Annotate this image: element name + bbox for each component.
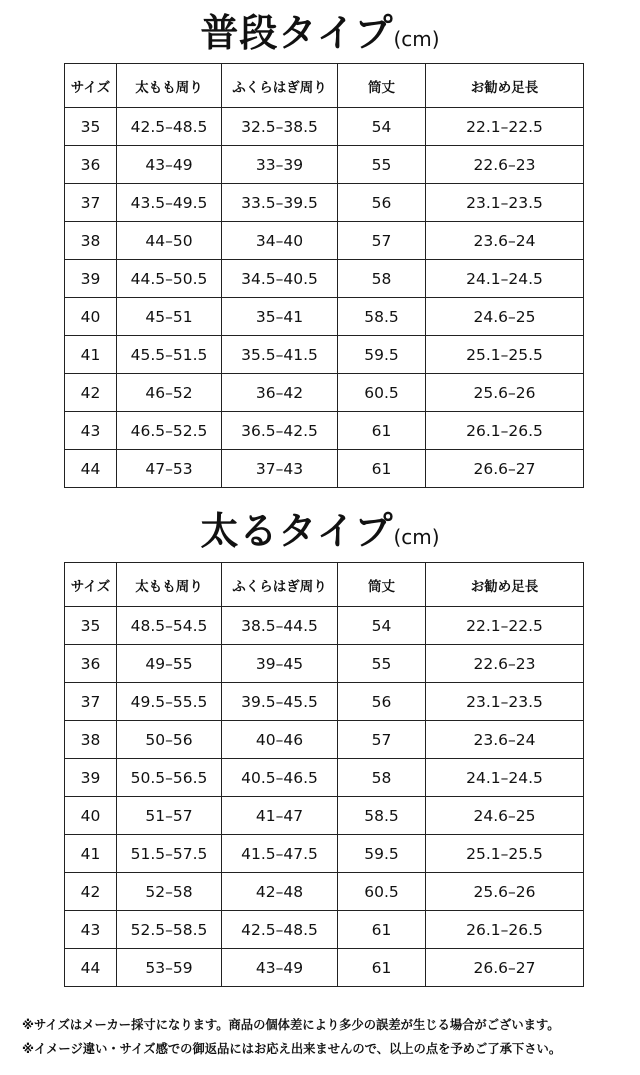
table-row — [65, 298, 584, 336]
cell-thigh: 43–49 — [117, 146, 222, 184]
header-thigh: 太もも周り — [117, 563, 222, 607]
cell-size: 37 — [65, 184, 117, 222]
table-row — [65, 336, 584, 374]
cell-foot: 26.1–26.5 — [426, 911, 584, 949]
cell-calf: 42.5–48.5 — [222, 911, 338, 949]
cell-foot: 26.1–26.5 — [426, 412, 584, 450]
table-row — [65, 222, 584, 260]
header-size: サイズ — [65, 563, 117, 607]
cell-foot: 23.1–23.5 — [426, 683, 584, 721]
header-foot: お勧め足長 — [426, 64, 584, 108]
table-title-regular — [0, 8, 640, 64]
cell-size: 40 — [65, 298, 117, 336]
note-line: ※イメージ違い・サイズ感での御返品にはお応え出来ませんので、以上の点を予めご了承下さい。 — [22, 1042, 562, 1056]
cell-calf: 36.5–42.5 — [222, 412, 338, 450]
cell-calf: 39.5–45.5 — [222, 683, 338, 721]
cell-thigh: 44.5–50.5 — [117, 260, 222, 298]
table-row — [65, 645, 584, 683]
cell-calf: 32.5–38.5 — [222, 108, 338, 146]
table-row — [65, 873, 584, 911]
cell-thigh: 52–58 — [117, 873, 222, 911]
cell-size: 35 — [65, 607, 117, 645]
cell-thigh: 52.5–58.5 — [117, 911, 222, 949]
cell-size: 36 — [65, 146, 117, 184]
cell-size: 41 — [65, 835, 117, 873]
cell-thigh: 49.5–55.5 — [117, 683, 222, 721]
cell-length: 60.5 — [338, 374, 426, 412]
cell-foot: 22.1–22.5 — [426, 607, 584, 645]
title-unit: (cm) — [393, 525, 440, 549]
table-row — [65, 949, 584, 987]
cell-thigh: 51.5–57.5 — [117, 835, 222, 873]
cell-size: 43 — [65, 911, 117, 949]
cell-foot: 23.1–23.5 — [426, 184, 584, 222]
cell-calf: 33–39 — [222, 146, 338, 184]
header-thigh: 太もも周り — [117, 64, 222, 108]
cell-length: 56 — [338, 683, 426, 721]
cell-foot: 22.6–23 — [426, 645, 584, 683]
header-size: サイズ — [65, 64, 117, 108]
cell-foot: 26.6–27 — [426, 949, 584, 987]
table-row — [65, 184, 584, 222]
cell-length: 61 — [338, 911, 426, 949]
cell-thigh: 43.5–49.5 — [117, 184, 222, 222]
cell-size: 39 — [65, 260, 117, 298]
size-table-regular — [64, 63, 584, 488]
table-row — [65, 683, 584, 721]
cell-thigh: 49–55 — [117, 645, 222, 683]
table-row — [65, 721, 584, 759]
cell-size: 44 — [65, 949, 117, 987]
cell-size: 35 — [65, 108, 117, 146]
cell-calf: 34–40 — [222, 222, 338, 260]
cell-foot: 23.6–24 — [426, 222, 584, 260]
cell-foot: 22.6–23 — [426, 146, 584, 184]
header-foot: お勧め足長 — [426, 563, 584, 607]
table-row — [65, 260, 584, 298]
cell-calf: 36–42 — [222, 374, 338, 412]
cell-calf: 43–49 — [222, 949, 338, 987]
cell-thigh: 42.5–48.5 — [117, 108, 222, 146]
cell-calf: 37–43 — [222, 450, 338, 488]
cell-thigh: 51–57 — [117, 797, 222, 835]
title-text: 普段タイプ — [200, 11, 394, 55]
cell-length: 61 — [338, 949, 426, 987]
cell-length: 59.5 — [338, 336, 426, 374]
cell-thigh: 45–51 — [117, 298, 222, 336]
notes — [22, 1013, 632, 1061]
size-table-plus — [64, 562, 584, 987]
cell-size: 39 — [65, 759, 117, 797]
cell-calf: 35.5–41.5 — [222, 336, 338, 374]
header-row — [65, 64, 584, 108]
header-calf: ふくらはぎ周り — [222, 563, 338, 607]
cell-length: 58 — [338, 759, 426, 797]
cell-calf: 41–47 — [222, 797, 338, 835]
cell-size: 44 — [65, 450, 117, 488]
table-row — [65, 759, 584, 797]
cell-length: 58.5 — [338, 797, 426, 835]
title-unit: (cm) — [393, 27, 440, 51]
table-row — [65, 607, 584, 645]
cell-thigh: 44–50 — [117, 222, 222, 260]
table-row — [65, 911, 584, 949]
cell-length: 61 — [338, 412, 426, 450]
header-calf: ふくらはぎ周り — [222, 64, 338, 108]
cell-calf: 41.5–47.5 — [222, 835, 338, 873]
cell-foot: 25.1–25.5 — [426, 336, 584, 374]
cell-foot: 24.6–25 — [426, 797, 584, 835]
cell-thigh: 48.5–54.5 — [117, 607, 222, 645]
table-row — [65, 835, 584, 873]
cell-foot: 26.6–27 — [426, 450, 584, 488]
cell-foot: 23.6–24 — [426, 721, 584, 759]
header-length: 筒丈 — [338, 563, 426, 607]
cell-thigh: 50.5–56.5 — [117, 759, 222, 797]
table-title-plus — [0, 506, 640, 562]
cell-length: 57 — [338, 222, 426, 260]
cell-length: 56 — [338, 184, 426, 222]
table-row — [65, 108, 584, 146]
table-row — [65, 412, 584, 450]
table-row — [65, 450, 584, 488]
cell-foot: 24.6–25 — [426, 298, 584, 336]
cell-thigh: 45.5–51.5 — [117, 336, 222, 374]
table-row — [65, 374, 584, 412]
cell-length: 61 — [338, 450, 426, 488]
cell-length: 60.5 — [338, 873, 426, 911]
cell-thigh: 53–59 — [117, 949, 222, 987]
cell-size: 38 — [65, 222, 117, 260]
cell-size: 36 — [65, 645, 117, 683]
cell-foot: 24.1–24.5 — [426, 260, 584, 298]
cell-calf: 34.5–40.5 — [222, 260, 338, 298]
title-text: 太るタイプ — [200, 509, 394, 553]
cell-size: 42 — [65, 374, 117, 412]
cell-calf: 40–46 — [222, 721, 338, 759]
cell-calf: 35–41 — [222, 298, 338, 336]
cell-foot: 25.1–25.5 — [426, 835, 584, 873]
cell-size: 40 — [65, 797, 117, 835]
note-line: ※サイズはメーカー採寸になります。商品の個体差により多少の誤差が生じる場合がございます。 — [22, 1018, 560, 1032]
cell-size: 41 — [65, 336, 117, 374]
cell-length: 54 — [338, 108, 426, 146]
table-row — [65, 146, 584, 184]
cell-length: 54 — [338, 607, 426, 645]
cell-calf: 33.5–39.5 — [222, 184, 338, 222]
cell-foot: 22.1–22.5 — [426, 108, 584, 146]
cell-length: 59.5 — [338, 835, 426, 873]
cell-length: 58.5 — [338, 298, 426, 336]
cell-length: 58 — [338, 260, 426, 298]
table-row — [65, 797, 584, 835]
cell-foot: 25.6–26 — [426, 374, 584, 412]
cell-calf: 40.5–46.5 — [222, 759, 338, 797]
cell-length: 55 — [338, 645, 426, 683]
cell-thigh: 46.5–52.5 — [117, 412, 222, 450]
cell-size: 37 — [65, 683, 117, 721]
cell-length: 57 — [338, 721, 426, 759]
cell-foot: 25.6–26 — [426, 873, 584, 911]
cell-length: 55 — [338, 146, 426, 184]
cell-thigh: 46–52 — [117, 374, 222, 412]
header-row — [65, 563, 584, 607]
cell-thigh: 47–53 — [117, 450, 222, 488]
cell-size: 38 — [65, 721, 117, 759]
cell-thigh: 50–56 — [117, 721, 222, 759]
header-length: 筒丈 — [338, 64, 426, 108]
cell-size: 43 — [65, 412, 117, 450]
cell-calf: 39–45 — [222, 645, 338, 683]
cell-calf: 42–48 — [222, 873, 338, 911]
cell-foot: 24.1–24.5 — [426, 759, 584, 797]
cell-size: 42 — [65, 873, 117, 911]
cell-calf: 38.5–44.5 — [222, 607, 338, 645]
